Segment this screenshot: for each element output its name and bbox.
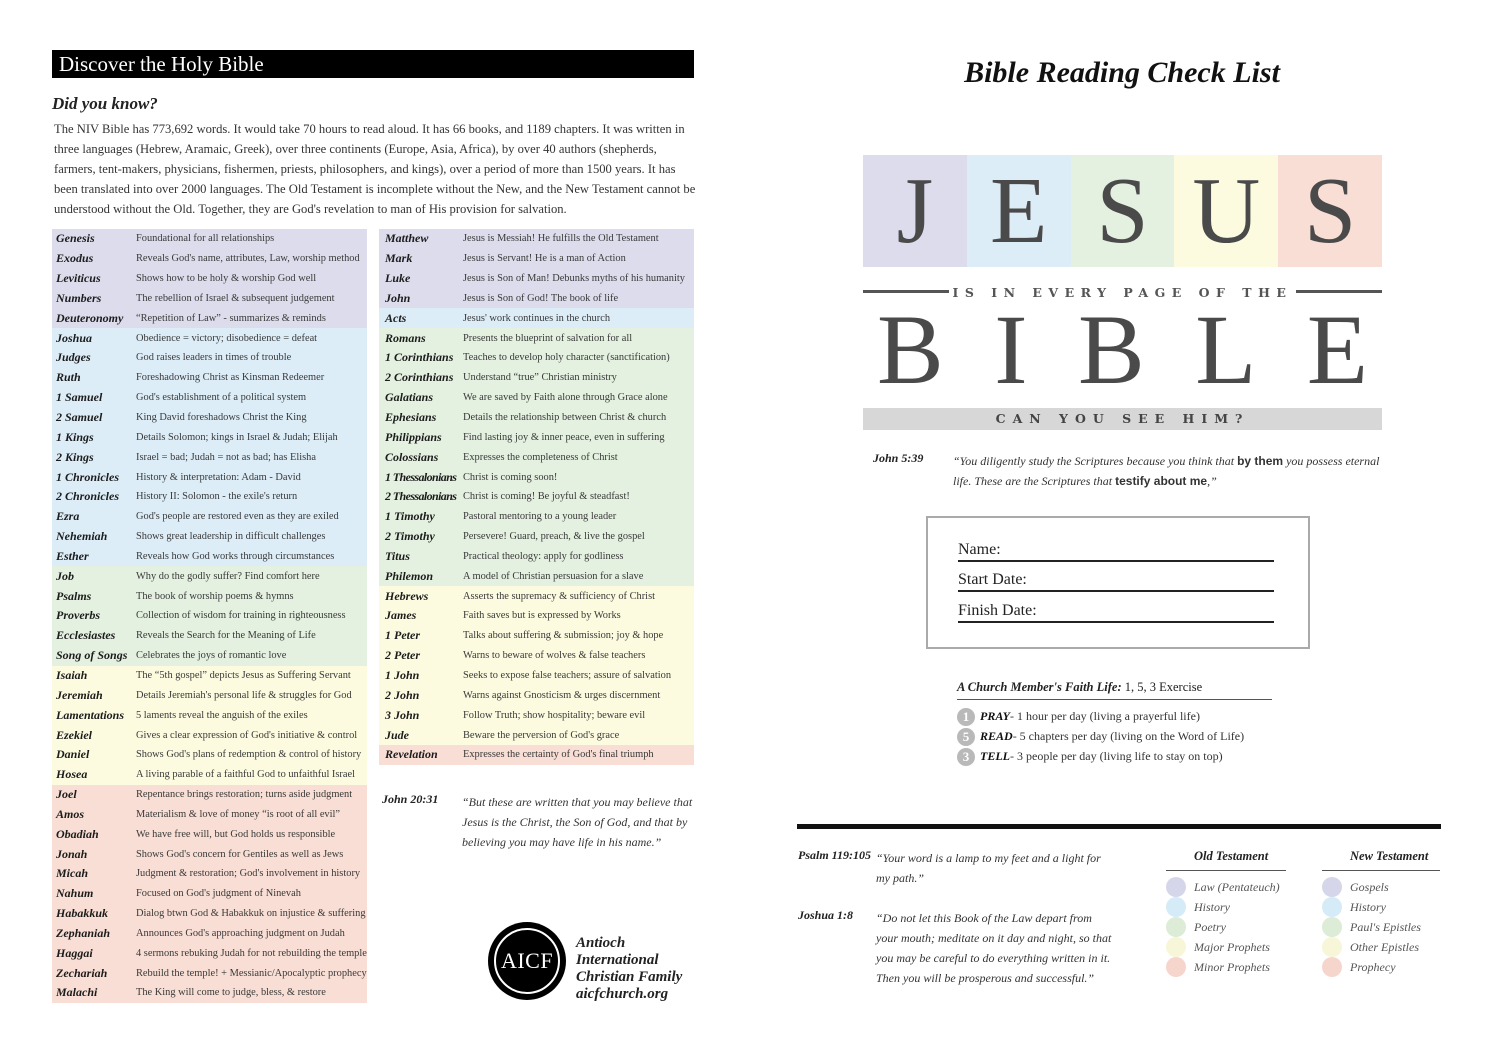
name-field[interactable] [958,538,1274,562]
book-description: Dialog btwn God & Habakkuk on injustice & suffering [136,908,366,920]
new-testament-book-list [379,229,694,765]
book-description: The rebellion of Israel & subsequent judgement [136,292,335,304]
legend-item [1166,877,1286,897]
faith-item [957,727,1244,746]
book-name: 1 Chronicles [56,469,120,484]
book-description: Asserts the supremacy & sufficiency of Christ [463,590,655,602]
book-description: Jesus is Messiah! He fulfills the Old Testament [463,233,659,245]
book-row[interactable] [52,249,367,269]
book-description: Warns against Gnosticism & urges discernment [463,689,661,701]
book-description: Gives a clear expression of God's initiative & control [136,729,358,741]
legend-label: Prophecy [1350,959,1396,974]
book-name: Deuteronomy [56,310,124,325]
book-row[interactable] [379,249,694,269]
book-description: Seeks to expose false teachers; assure of salvation [463,669,672,681]
book-name: Ephesians [385,410,437,425]
legend-item [1322,877,1440,897]
book-row[interactable] [379,547,694,567]
book-row[interactable] [52,229,367,249]
book-description: Israel = bad; Judah = not as bad; has Elisha [136,451,316,463]
bible-letter: B [877,294,944,405]
color-swatch-icon [1322,917,1342,937]
book-description: 4 sermons rebuking Judah for not rebuilding the temple [136,947,367,959]
book-name: 2 Thessalonians [385,489,457,504]
legend-label: Minor Prophets [1194,959,1270,974]
book-row[interactable] [52,765,367,785]
book-name: Amos [56,806,85,821]
faith-text: - 1 hour per day (living a prayerful life) [1010,709,1200,723]
intro-paragraph: The NIV Bible has 773,692 words. It would take 70 hours to read aloud. It has 66 books, and 1189 chapters. It was written in three languages (Hebrew, Aramaic, Greek), over three continents (Europe, Asia, Africa), by over 40 authors (shepherds, farmers, tent-makers, physicians, fishermen, priests, philosophers, and kings), over a period of more than 1500 years. It has been translated into over 2000 languages. The Old Testament is incomplete without the New, and the New Testament cannot be understood without the Old. Together, they are God's revelation to man of His provision for salvation. [54,122,696,216]
bible-banner [863,295,1382,405]
book-name: Micah [56,866,89,881]
book-name: Acts [385,310,407,325]
book-row[interactable] [379,408,694,428]
book-row[interactable] [52,943,367,963]
book-description: Beware the perversion of God's grace [463,729,620,741]
book-name: John [385,290,411,305]
did-you-know-heading: Did you know? [52,94,158,113]
finish-date-field[interactable] [958,599,1274,623]
legend-item [1166,937,1286,957]
book-name: Mark [385,251,413,266]
book-name: Daniel [56,747,90,762]
book-row[interactable] [379,308,694,328]
book-row[interactable] [52,467,367,487]
start-date-label: Start Date: [958,571,1027,588]
book-row[interactable] [52,725,367,745]
book-description: King David foreshadows Christ the King [136,412,307,424]
start-date-field[interactable] [958,568,1274,592]
book-description: Persevere! Guard, preach, & live the gospel [463,531,645,543]
color-swatch-icon [1166,877,1186,897]
book-name: 2 Corinthians [385,370,454,385]
book-row[interactable] [379,685,694,705]
book-description: The King will come to judge, bless, & restore [136,987,326,999]
book-name: 1 Timothy [385,509,435,524]
book-name: 3 John [385,707,420,722]
book-row[interactable] [52,427,367,447]
book-row[interactable] [379,586,694,606]
book-row[interactable] [52,666,367,686]
book-name: 1 Thessalonians [385,469,457,484]
faith-word: TELL [980,749,1010,763]
book-description: Expresses the completeness of Christ [463,451,618,463]
book-row[interactable] [52,507,367,527]
book-name: Jude [385,727,409,742]
book-description: God's people are restored even as they are exiled [136,511,339,523]
number-badge: 5 [957,728,975,746]
book-name: Nehemiah [56,529,108,544]
book-row[interactable] [379,725,694,745]
book-name: Hebrews [385,588,429,603]
book-name: 1 Corinthians [385,350,454,365]
book-description: Find lasting joy & inner peace, even in suffering [463,431,665,443]
book-description: We have free will, but God holds us responsible [136,828,336,840]
book-row[interactable] [52,547,367,567]
book-row[interactable] [379,705,694,725]
church-name-line-1: Antioch [576,935,626,951]
book-name: 1 John [385,667,420,682]
verse-text: “You diligently study the Scriptures because you think that by them you possess eternal life. These are the Scriptures that testify about me,” [953,454,1380,488]
number-badge: 1 [957,708,975,726]
legend-label: History [1350,899,1386,914]
can-you-see-him-bar: CAN YOU SEE HIM? [863,408,1382,430]
book-name: Psalms [56,588,92,603]
jesus-letter: E [967,155,1071,267]
book-row[interactable] [52,527,367,547]
book-description: Warns to beware of wolves & false teachers [463,650,646,662]
faith-text: - 3 people per day (living life to stay on top) [1010,749,1223,763]
book-name: Judges [56,350,91,365]
book-row[interactable] [379,289,694,309]
bible-letter: B [1078,294,1145,405]
book-row[interactable] [52,685,367,705]
book-name: 2 Chronicles [56,489,120,504]
book-name: Philippians [385,429,442,444]
book-name: Jeremiah [56,687,103,702]
color-swatch-icon [1322,897,1342,917]
legend-label: Gospels [1350,879,1389,894]
book-name: Ezra [56,509,80,524]
color-swatch-icon [1166,917,1186,937]
book-row[interactable] [379,487,694,507]
book-name: Haggai [56,945,93,960]
book-name: Nahum [56,886,94,901]
book-row[interactable] [52,745,367,765]
faith-text: - 5 chapters per day (living on the Word of Life) [1012,729,1245,743]
book-row[interactable] [379,666,694,686]
book-row[interactable] [52,487,367,507]
book-name: Numbers [56,290,102,305]
verse-text: “Your word is a lamp to my feet and a light for my path.” [876,851,1101,885]
book-name: Song of Songs [56,648,128,663]
jesus-letter: U [1174,155,1278,267]
book-row[interactable] [379,447,694,467]
book-row[interactable] [379,427,694,447]
book-row[interactable] [379,229,694,249]
book-row[interactable] [379,328,694,348]
old-testament-book-list [52,229,367,1003]
book-row[interactable] [52,785,367,805]
bible-letter: E [1306,294,1368,405]
aicf-logo [488,922,566,1000]
book-name: Luke [385,271,411,286]
church-url-link[interactable]: aicfchurch.org [576,986,669,1002]
book-name: Joshua [56,330,93,345]
book-description: Obedience = victory; disobedience = defeat [136,332,318,344]
verse-reference: John 20:31 [382,792,439,806]
book-name: James [385,608,417,623]
book-row[interactable] [52,864,367,884]
number-badge: 3 [957,748,975,766]
book-description: Details Jeremiah's personal life & struggles for God [136,689,352,701]
book-name: Lamentations [56,707,125,722]
book-description: We are saved by Faith alone through Grace alone [463,392,668,404]
book-description: Jesus' work continues in the church [463,312,611,324]
book-name: Proverbs [56,608,100,623]
finish-date-label: Finish Date: [958,602,1037,619]
book-row[interactable] [52,844,367,864]
book-name: Romans [385,330,426,345]
book-description: Foundational for all relationships [136,233,275,245]
book-row[interactable] [52,308,367,328]
book-name: 1 Kings [56,429,94,444]
book-name: Philemon [385,568,434,583]
book-name: Zephaniah [56,925,111,940]
book-description: Details the relationship between Christ & church [463,412,667,424]
book-name: Ruth [56,370,81,385]
book-row[interactable] [52,626,367,646]
book-description: Christ is coming soon! [463,471,558,483]
book-description: Rebuild the temple! + Messianic/Apocalyptic prophecy [136,967,367,979]
book-description: Practical theology: apply for godliness [463,550,624,562]
book-description: Jesus is Servant! He is a man of Action [463,253,626,265]
book-description: Shows God's plans of redemption & control of history [136,749,362,761]
book-name: Habakkuk [56,906,109,921]
church-name-line-2: International [576,952,659,968]
color-swatch-icon [1166,957,1186,977]
book-name: Matthew [385,231,429,246]
faith-item [957,707,1200,726]
book-row[interactable] [379,646,694,666]
book-name: Colossians [385,449,439,464]
new-testament-legend [1322,849,1440,977]
book-name: Job [56,568,74,583]
book-description: God's establishment of a political system [136,392,307,404]
book-name: Malachi [56,985,98,1000]
bible-letter: L [1195,294,1257,405]
book-name: Jonah [56,846,88,861]
legend-item [1322,957,1440,977]
book-row[interactable] [52,348,367,368]
book-name: Genesis [56,231,95,246]
book-description: Announces God's approaching judgment on Judah [136,927,345,939]
book-row[interactable] [379,388,694,408]
book-row[interactable] [379,626,694,646]
book-description: A model of Christian persuasion for a slave [463,570,644,582]
book-description: History II: Solomon - the exile's return [136,491,298,503]
book-row[interactable] [52,824,367,844]
faith-life-heading: A Church Member's Faith Life: 1, 5, 3 Exercise [957,680,1272,700]
book-row[interactable] [52,368,367,388]
book-description: Why do the godly suffer? Find comfort here [136,570,320,582]
book-name: Obadiah [56,826,99,841]
book-row[interactable] [52,606,367,626]
book-row[interactable] [52,924,367,944]
legend-title: Old Testament [1166,849,1286,871]
discover-header: Discover the Holy Bible [52,50,694,78]
verse-reference: John 5:39 [873,451,924,465]
book-row[interactable] [52,646,367,666]
faith-item [957,747,1223,766]
church-name-line-3: Christian Family [576,969,683,985]
jesus-letter: S [1071,155,1175,267]
color-swatch-icon [1322,937,1342,957]
book-description: Reveals how God works through circumstances [136,550,335,562]
checklist-title: Bible Reading Check List [964,56,1280,89]
book-row[interactable] [379,507,694,527]
book-name: Titus [385,548,410,563]
book-name: Ezekiel [56,727,92,742]
jesus-letter: J [863,155,967,267]
book-name: Zechariah [56,965,108,980]
jesus-letter: S [1278,155,1382,267]
book-name: 1 Samuel [56,390,103,405]
church-name [576,935,682,1003]
book-description: The book of worship poems & hymns [136,590,294,602]
legend-label: Major Prophets [1194,939,1270,954]
color-swatch-icon [1322,957,1342,977]
book-description: Teaches to develop holy character (sanctification) [463,352,670,364]
book-description: Shows great leadership in difficult challenges [136,531,326,543]
legend-label: Poetry [1194,919,1226,934]
book-row[interactable] [52,269,367,289]
book-description: Celebrates the joys of romantic love [136,650,287,662]
legend-item [1322,917,1440,937]
book-description: Shows God's concern for Gentiles as well as Jews [136,848,344,860]
left-rule [863,290,949,293]
book-description: “Repetition of Law” - summarizes & reminds [136,312,326,324]
book-row[interactable] [52,904,367,924]
book-name: Leviticus [56,271,101,286]
book-row[interactable] [379,368,694,388]
book-row[interactable] [52,388,367,408]
legend-label: Other Epistles [1350,939,1419,954]
book-description: Presents the blueprint of salvation for all [463,332,633,344]
book-description: Collection of wisdom for training in righteousness [136,610,346,622]
book-description: Faith saves but is expressed by Works [463,610,621,622]
book-row[interactable] [379,467,694,487]
bible-letter: I [994,294,1028,405]
verse-text: “But these are written that you may believe that Jesus is the Christ, the Son of God, and that by believing you may have life in his name.” [462,795,693,849]
book-description: Understand “true” Christian ministry [463,372,617,384]
book-description: The “5th gospel” depicts Jesus as Suffering Servant [136,669,351,681]
book-name: Joel [56,787,77,802]
book-description: Judgment & restoration; God's involvement in history [136,868,361,880]
old-testament-legend [1166,849,1286,977]
color-swatch-icon [1166,937,1186,957]
book-description: Repentance brings restoration; turns aside judgment [136,789,353,801]
book-name: Hosea [56,767,88,782]
book-description: Reveals the Search for the Meaning of Life [136,630,316,642]
book-row[interactable] [379,348,694,368]
book-row[interactable] [52,289,367,309]
book-row[interactable] [379,566,694,586]
book-row[interactable] [52,705,367,725]
legend-item [1322,897,1440,917]
book-name: 2 Samuel [56,410,103,425]
verse-reference: Joshua 1:8 [798,908,854,922]
book-description: Jesus is Son of God! The book of life [463,292,619,304]
verse-reference: Psalm 119:105 [798,848,872,862]
book-name: Ecclesiastes [56,628,116,643]
jesus-banner [863,155,1382,267]
faith-word: PRAY [980,709,1011,723]
book-description: God raises leaders in times of trouble [136,352,292,364]
book-row[interactable] [52,328,367,348]
book-description: 5 laments reveal the anguish of the exiles [136,709,308,721]
book-description: Christ is coming! Be joyful & steadfast! [463,491,630,503]
book-row[interactable] [379,606,694,626]
name-label: Name: [958,541,1001,558]
right-rule [1296,290,1382,293]
book-description: Expresses the certainty of God's final triumph [463,749,654,761]
book-description: Talks about suffering & submission; joy & hope [463,630,664,642]
book-row[interactable] [52,963,367,983]
book-row[interactable] [379,269,694,289]
book-row[interactable] [52,884,367,904]
book-row[interactable] [379,527,694,547]
legend-item [1166,917,1286,937]
book-description: Focused on God's judgment of Ninevah [136,888,301,900]
legend-item [1166,897,1286,917]
book-row[interactable] [52,804,367,824]
book-description: A living parable of a faithful God to unfaithful Israel [136,769,356,781]
logo-mark-text: AICF [500,948,554,973]
color-swatch-icon [1322,877,1342,897]
book-name: 2 Kings [56,449,94,464]
legend-label: Paul's Epistles [1350,919,1421,934]
legend-item [1322,937,1440,957]
book-description: Jesus is Son of Man! Debunks myths of his humanity [463,273,685,285]
book-description: Follow Truth; show hospitality; beware evil [463,709,646,721]
book-description: Details Solomon; kings in Israel & Judah; Elijah [136,431,338,443]
verse-text: “Do not let this Book of the Law depart from your mouth; meditate on it day and night, so that you may be careful to do everything written in it. Then you will be prosperous and successful.” [876,911,1112,985]
bottom-divider [797,824,1441,829]
legend-label: Law (Pentateuch) [1194,879,1280,894]
legend-title: New Testament [1322,849,1440,871]
book-description: Pastoral mentoring to a young leader [463,511,617,523]
faith-word: READ [980,729,1013,743]
book-name: Exodus [56,251,94,266]
book-row[interactable] [52,586,367,606]
book-row[interactable] [52,408,367,428]
reader-info-box [926,516,1310,649]
book-row[interactable] [52,983,367,1003]
book-description: Foreshadowing Christ as Kinsman Redeemer [136,372,325,384]
book-name: 1 Peter [385,628,420,643]
book-name: Isaiah [56,667,88,682]
book-description: Shows how to be holy & worship God well [136,273,317,285]
every-page-text: IS IN EVERY PAGE OF THE [952,285,1293,300]
book-description: Reveals God's name, attributes, Law, worship method [136,253,360,265]
book-description: Materialism & love of money “is root of all evil” [136,808,341,820]
book-name: Revelation [385,747,438,762]
book-name: 2 John [385,687,420,702]
book-name: Galatians [385,390,434,405]
book-name: 2 Peter [385,648,420,663]
book-row[interactable] [379,745,694,765]
legend-item [1166,957,1286,977]
color-swatch-icon [1166,897,1186,917]
legend-label: History [1194,899,1230,914]
book-description: History & interpretation: Adam - David [136,471,301,483]
book-row[interactable] [52,566,367,586]
book-name: 2 Timothy [385,529,435,544]
book-row[interactable] [52,447,367,467]
book-name: Esther [56,548,89,563]
